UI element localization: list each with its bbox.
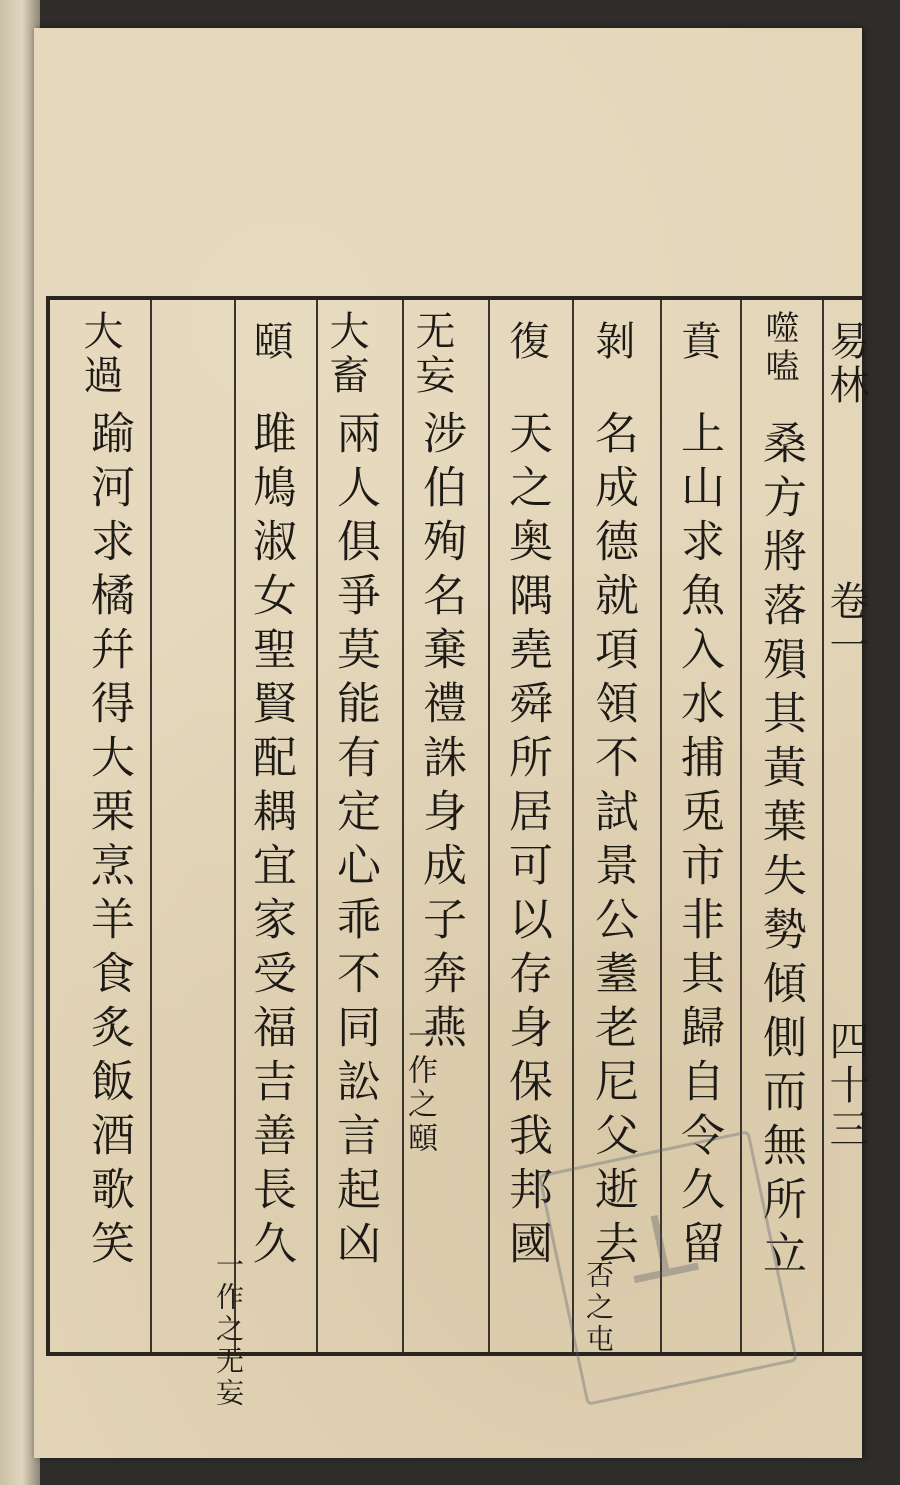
page-number: 四十三 — [823, 1020, 869, 1152]
entry-text: 踰河求橘幷得大栗烹羊食炙飯酒歌笑 — [83, 410, 134, 1274]
volume-label: 卷一 — [823, 580, 869, 668]
running-title: 易林 — [823, 320, 869, 408]
entry-text: 涉伯殉名棄禮誅身成子奔燕 — [415, 410, 466, 1058]
hexagram-title: 復 — [503, 320, 549, 364]
hexagram-title: 賁 — [675, 320, 721, 364]
hexagram-title: 大畜 — [323, 310, 369, 398]
hexagram-title: 噬嗑 — [759, 310, 799, 386]
library-stamp: ⊥ — [538, 1130, 798, 1406]
entry-text: 天之奥隅堯舜所居可以存身保我邦國 — [501, 410, 552, 1274]
column-divider — [402, 300, 404, 1352]
column-divider — [488, 300, 490, 1352]
entry-text: 桑方將落殞其黃葉失勢傾側而無所立 — [755, 420, 806, 1284]
entry-text: 雎鳩淑女聖賢配耦宜家受福吉善長久 — [245, 410, 296, 1274]
column-divider — [822, 300, 824, 1352]
entry-text: 名成德就項領不試景公耋老尼父逝去 — [587, 410, 638, 1274]
hexagram-title: 大過 — [77, 310, 123, 398]
hexagram-title: 頤 — [247, 320, 293, 364]
hexagram-title: 剝 — [589, 320, 635, 364]
column-divider — [316, 300, 318, 1352]
variant-note: 一作之无妄 — [212, 1250, 245, 1410]
entry-text: 上山求魚入水捕兎市非其歸自令久留 — [673, 410, 724, 1274]
hexagram-title: 无妄 — [409, 310, 455, 398]
variant-note: 否之屯 — [582, 1260, 615, 1356]
column-divider — [150, 300, 152, 1352]
variant-note: 一作之頤 — [402, 1020, 437, 1156]
column-divider — [234, 300, 236, 1352]
entry-text: 兩人俱爭莫能有定心乖不同訟言起凶 — [329, 410, 380, 1274]
